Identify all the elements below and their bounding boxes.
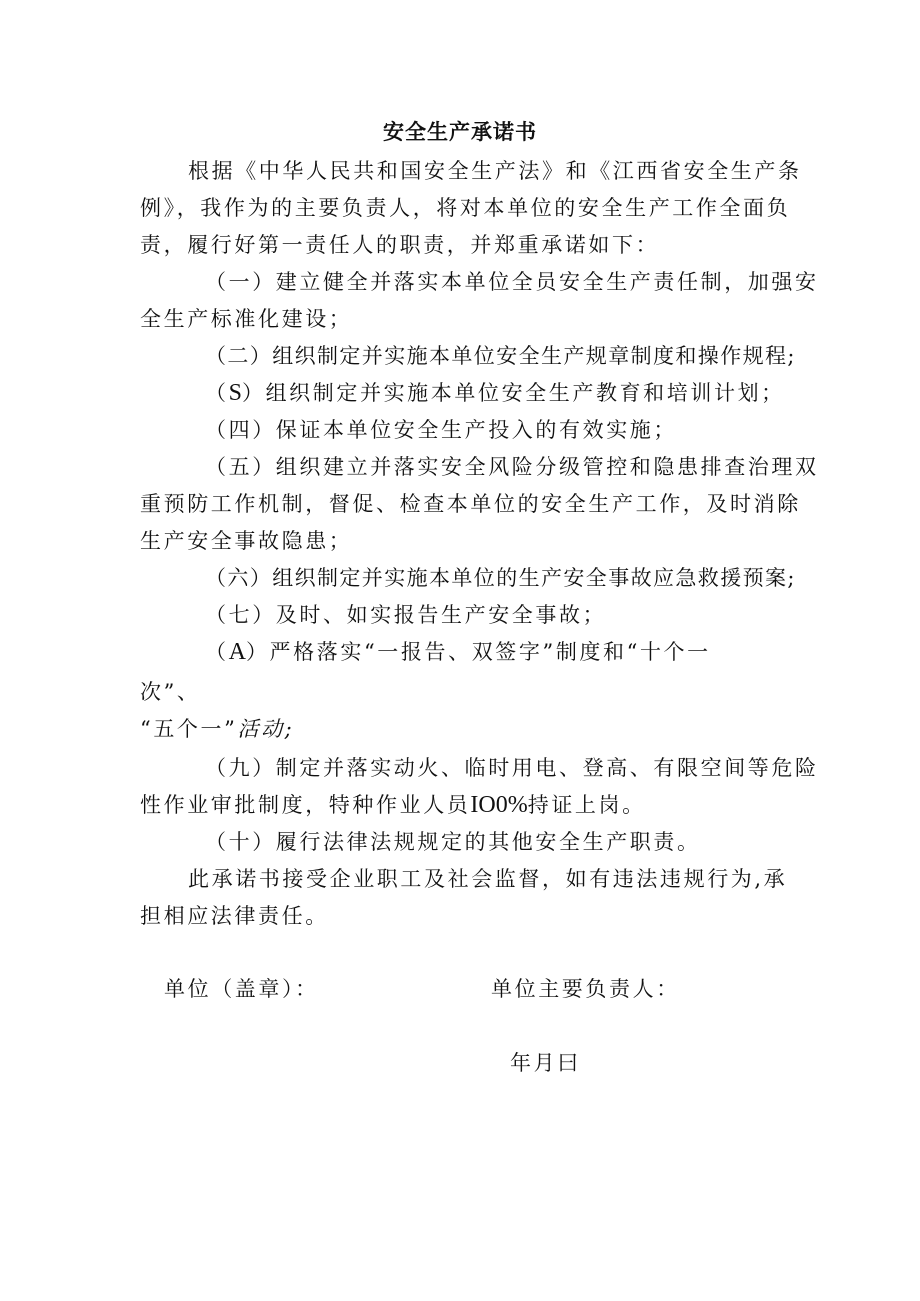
date-label: 年月曰 [510, 1051, 581, 1075]
item-3 [205, 375, 785, 411]
document-title: 安全生产承诺书 [383, 119, 537, 144]
item-8-line-2: 次”、 [140, 680, 201, 704]
item-8-line-3-quote: “五个一” [140, 717, 238, 741]
item-7: （七）及时、如实报告生产安全事故； [205, 603, 607, 627]
item-9-line-2-end: 持证上岗。 [527, 793, 646, 817]
item-5-line-2: 重预防工作机制，督促、检查本单位的安全生产工作，及时消除 [140, 492, 801, 516]
item-5-line-3: 生产安全事故隐患； [140, 529, 353, 553]
item-5-line-1: （五）组织建立并落实安全风险分级管控和隐患排查治理双 [205, 455, 819, 479]
item-8-line-3 [140, 711, 294, 747]
item-8-mark: A [228, 639, 246, 665]
item-1-line-1: （一）建立健全并落实本单位全员安全生产责任制，加强安 [205, 270, 819, 294]
intro-line-3: 责，履行好第一责任人的职责，并郑重承诺如下： [140, 233, 660, 257]
item-9-percent: IO0% [470, 792, 528, 818]
principal-label: 单位主要负责人： [491, 977, 680, 1001]
item-3-text: ）组织制定并实施本单位安全生产教育和培训计划； [241, 381, 785, 405]
unit-seal-label: 单位（盖章）： [164, 977, 319, 1001]
item-10: （十）履行法律法规规定的其他安全生产职责。 [205, 830, 701, 854]
item-9-line-2 [140, 787, 646, 823]
item-9-line-1: （九）制定并落实动火、临时用电、登高、有限空间等危险 [205, 756, 819, 780]
item-8-line-1 [205, 634, 711, 670]
closing-line-2: 担相应法律责任。 [140, 904, 329, 928]
closing-line-1: 此承诺书接受企业职工及社会监督，如有违法违规行为,承 [188, 867, 788, 891]
item-3-prefix: （ [205, 381, 229, 405]
item-8-text: ）严格落实“一报告、双签字”制度和“十个一 [245, 640, 711, 664]
intro-line-1: 根据《中华人民共和国安全生产法》和《江西省安全生产条 [188, 159, 802, 183]
item-8-prefix: （ [205, 640, 229, 664]
item-9-line-2-text: 性作业审批制度，特种作业人员 [140, 793, 471, 817]
item-2: （二）组织制定并实施本单位安全生产规章制度和操作规程; [205, 344, 796, 368]
item-8-line-3-activity: 活动; [237, 717, 295, 741]
item-6: （六）组织制定并实施本单位的生产安全事故应急救援预案; [205, 566, 796, 590]
intro-line-2: 例》，我作为的主要负责人，将对本单位的安全生产工作全面负 [140, 196, 791, 220]
item-3-mark: S [228, 380, 242, 406]
item-1-line-2: 全生产标准化建设； [140, 307, 353, 331]
item-4: （四）保证本单位安全生产投入的有效实施； [205, 418, 677, 442]
